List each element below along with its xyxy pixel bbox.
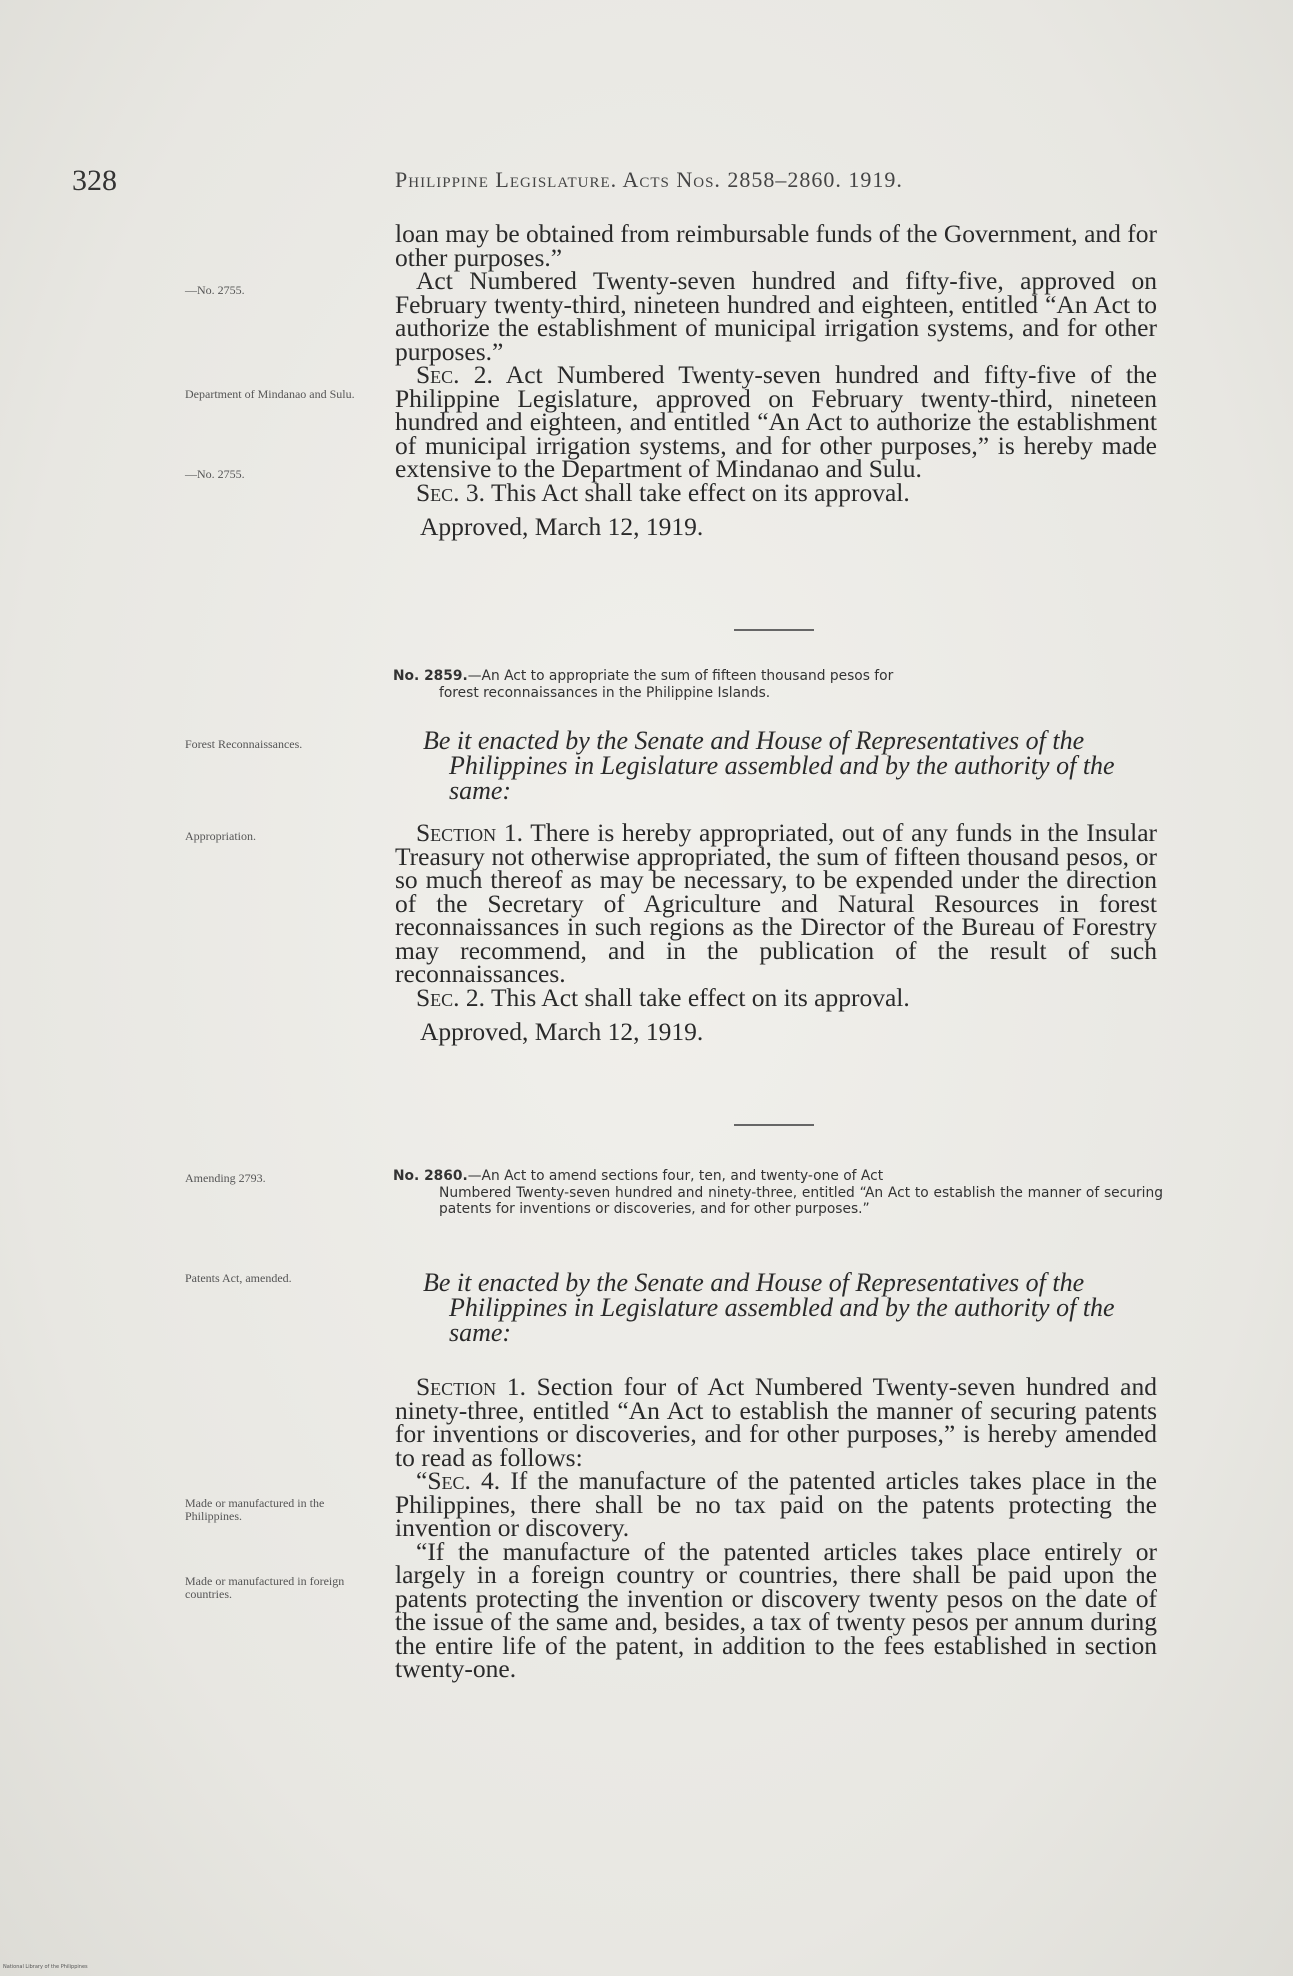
margin-note-dept-mindanao: Department of Mindanao and Sulu. [185, 387, 355, 401]
section-text: This Act shall take effect on its approval. [490, 477, 910, 507]
footer-credit: National Library of the Philippines [3, 1964, 88, 1970]
act-2860-section-1 [395, 1372, 1158, 1472]
act-2859-body [395, 728, 1157, 1047]
page-number: 328 [72, 164, 117, 197]
act-title-continued: forest reconnaissances in the Philippine Islands. [439, 684, 771, 701]
section-label: Section 1. [416, 818, 523, 847]
act-title: —An Act to appropriate the sum of fifteen thousand pesos for [467, 668, 894, 684]
act-number: No. 2859. [393, 668, 468, 684]
act-2860-body [395, 1270, 1157, 1681]
section-label: Section 1. [416, 1372, 526, 1401]
act-2860-quoted-paragraph-2: “If the manufacture of the patented articles takes place entirely or largely in a foreign country or countries, there shall be paid upon the patents protecting the invention or discovery twenty pesos on the date of the issue of the same and, besides, a tax of twenty pesos per annum during the entire life of the patent, in addition to the fees established in section twenty-one. [395, 1536, 1157, 1683]
act-number: No. 2860. [393, 1168, 468, 1184]
enacting-clause: Be it enacted by the Senate and House of Representatives of the Philippines in Legislature assembled and by the authority of the same: [423, 1268, 1115, 1347]
section-label: Sec. 3. [416, 477, 486, 507]
act-2858-paragraph-1: loan may be obtained from reimbursable funds of the Government, and for other purposes.” [395, 219, 1157, 272]
margin-note-made-philippines: Made or manufactured in the Philippines. [185, 1496, 325, 1523]
section-text: Section four of Act Numbered Twenty-seven hundred and ninety-three, entitled “An Act to establish the manner of securing patents for inventions or discoveries, and for other purposes,” is hereby amended to read as follows: [395, 1372, 1158, 1472]
section-text: If the manufacture of the patented articles takes place in the Philippines, there shall be no tax paid on the patents protecting the invention or discovery. [395, 1466, 1157, 1542]
act-2858-approved: Approved, March 12, 1919. [420, 512, 704, 541]
margin-note-amending-2793: Amending 2793. [185, 1171, 266, 1185]
margin-note-no-2755: —No. 2755. [185, 283, 245, 297]
act-title: —An Act to amend sections four, ten, and twenty-one of Act [467, 1168, 884, 1184]
section-label: Sec. 2. [416, 360, 493, 389]
act-2858-section-2 [395, 360, 1157, 483]
enacting-clause: Be it enacted by the Senate and House of Representatives of the Philippines in Legislature assembled and by the authority of the same: [423, 726, 1115, 805]
act-title-continued: Numbered Twenty-seven hundred and ninety-three, entitled “An Act to establish the manner of securing patents for inventions or discoveries, and for other purposes.” [439, 1184, 1163, 1217]
margin-note-appropriation: Appropriation. [185, 829, 256, 843]
margin-note-patents-act: Patents Act, amended. [185, 1271, 292, 1285]
act-2858-body [395, 219, 1157, 542]
section-divider [734, 1124, 814, 1126]
section-label: Sec. 2. [416, 982, 486, 1012]
act-2859-approved: Approved, March 12, 1919. [420, 1017, 704, 1046]
section-label: “Sec. 4. [416, 1466, 501, 1495]
act-2859-section-1 [395, 818, 1158, 988]
act-2858-paragraph-2: Act Numbered Twenty-seven hundred and fifty-five, approved on February twenty-third, nineteen hundred and eighteen, entitled “An Act to authorize the establishment of municipal irrigation systems, and for other purposes.” [395, 266, 1157, 366]
margin-note-forest-reconnaissances: Forest Reconnaissances. [185, 737, 303, 751]
section-text: Act Numbered Twenty-seven hundred and fifty-five of the Philippine Legislature, approved on February twenty-third, nineteen hundred and eighteen, and entitled “An Act to authorize the establishment of municipal irrigation systems, and for other purposes,” is hereby made extensive to the Department of Mindanao and Sulu. [395, 360, 1157, 483]
running-head: Philippine Legislature. Acts Nos. 2858–2860. 1919. [395, 167, 903, 192]
section-text: There is hereby appropriated, out of any funds in the Insular Treasury not otherwise appropriated, the sum of fifteen thousand pesos, or so much thereof as may be necessary, to be expended under the direction of the Secretary of Agriculture and Natural Resources in forest reconnaissances in such regions as the Director of the Bureau of Forestry may recommend, and in the publication of the result of such reconnaissances. [395, 818, 1158, 988]
margin-note-no-2755-b: —No. 2755. [185, 467, 245, 481]
act-2858-section-3 [395, 477, 1157, 507]
margin-note-made-foreign: Made or manufactured in foreign countries. [185, 1574, 345, 1601]
section-text: This Act shall take effect on its approval. [490, 982, 910, 1012]
act-2860-heading [393, 1168, 1163, 1218]
act-2859-heading [393, 668, 1163, 701]
act-2860-quoted-section-4 [395, 1466, 1157, 1542]
section-divider [734, 629, 814, 631]
act-2859-section-2 [395, 982, 1157, 1012]
